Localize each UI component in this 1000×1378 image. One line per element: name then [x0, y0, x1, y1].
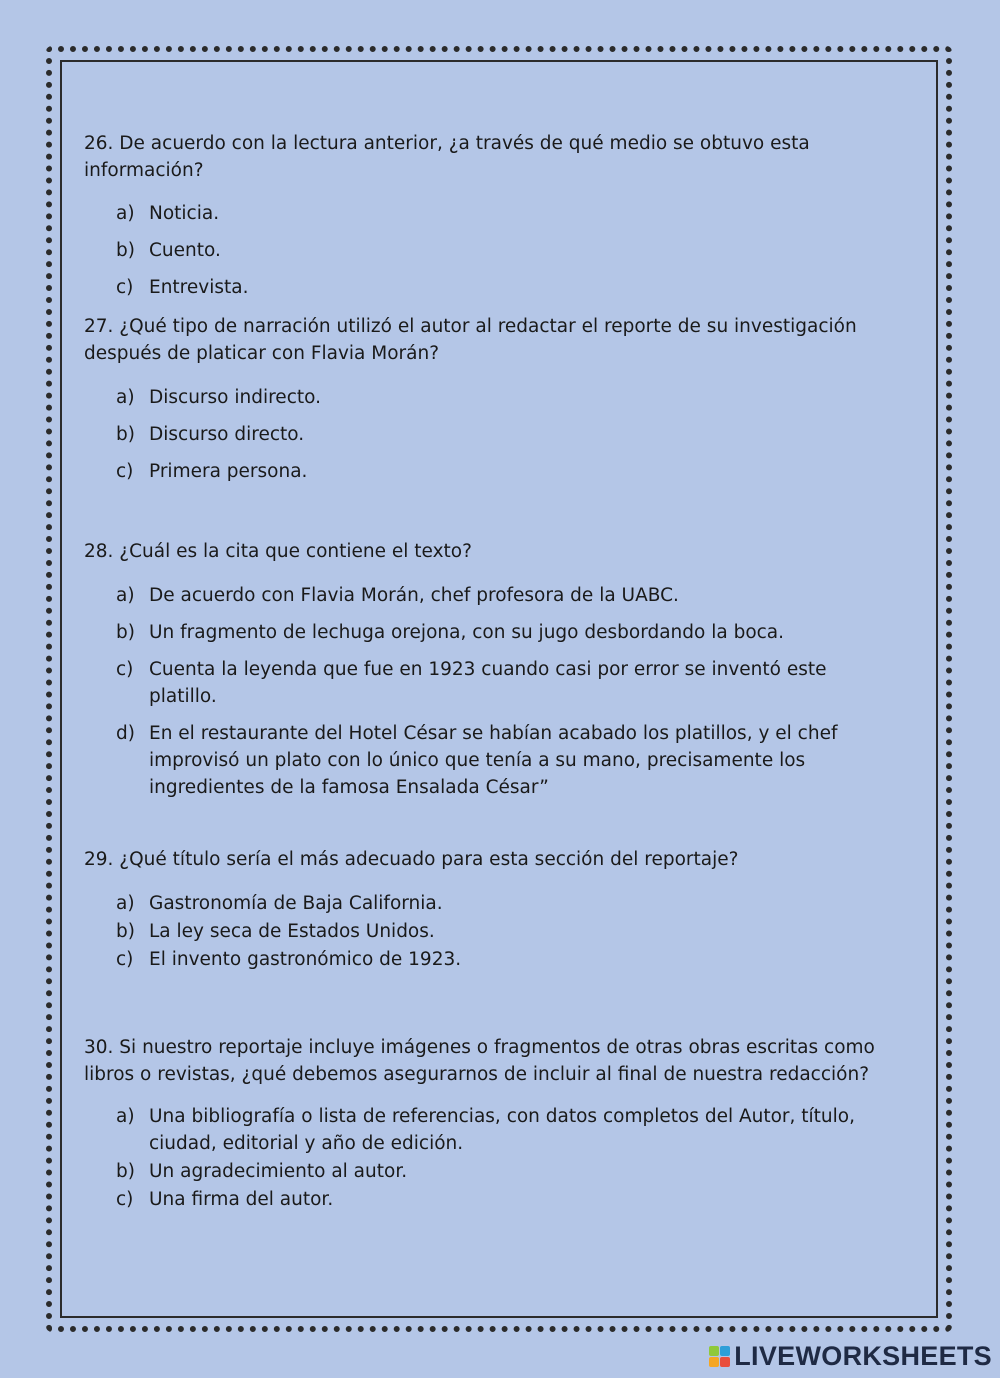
option-26-a[interactable]: a) Noticia.	[116, 203, 220, 224]
option-30-a[interactable]: a) Una bibliografía o lista de referencias, con datos completos del Autor, título, ciudad, editorial y año de edición.	[116, 1106, 855, 1154]
option-27-c[interactable]: c) Primera persona.	[116, 461, 308, 482]
logo-square-4	[720, 1357, 730, 1367]
question-27-options	[116, 384, 886, 495]
option-29-a[interactable]: a) Gastronomía de Baja California.	[116, 893, 443, 914]
question-30: 30. Si nuestro reportaje incluye imágenes o fragmentos de otras obras escritas como libros o revistas, ¿qué debemos asegurarnos de incluir al final de nuestra redacción?	[84, 1037, 875, 1085]
option-28-c[interactable]: c) Cuenta la leyenda que fue en 1923 cuando casi por error se inventó este platillo.	[116, 659, 827, 707]
option-28-d[interactable]: d) En el restaurante del Hotel César se habían acabado los platillos, y el chef improvisó un plato con lo único que tenía a su mano, precisamente los ingredientes de la famosa Ensalada César”	[116, 723, 838, 798]
question-26-options	[116, 200, 886, 311]
option-26-b[interactable]: b) Cuento.	[116, 240, 221, 261]
logo-square-3	[709, 1357, 719, 1367]
logo-square-2	[720, 1346, 730, 1356]
question-28: 28. ¿Cuál es la cita que contiene el texto?	[84, 541, 472, 562]
option-30-b[interactable]: b) Un agradecimiento al autor.	[116, 1161, 408, 1182]
option-28-a[interactable]: a) De acuerdo con Flavia Morán, chef profesora de la UABC.	[116, 585, 679, 606]
question-27: 27. ¿Qué tipo de narración utilizó el autor al redactar el reporte de su investigación después de platicar con Flavia Morán?	[84, 316, 857, 364]
option-27-a[interactable]: a) Discurso indirecto.	[116, 387, 321, 408]
option-29-b[interactable]: b) La ley seca de Estados Unidos.	[116, 921, 435, 942]
question-29-options	[116, 890, 886, 974]
question-26: 26. De acuerdo con la lectura anterior, ¿a través de qué medio se obtuvo esta información?	[84, 133, 810, 181]
liveworksheets-icon	[709, 1346, 730, 1367]
liveworksheets-logo	[709, 1341, 992, 1372]
option-28-b[interactable]: b) Un fragmento de lechuga orejona, con su jugo desbordando la boca.	[116, 622, 785, 643]
option-27-b[interactable]: b) Discurso directo.	[116, 424, 305, 445]
logo-square-1	[709, 1346, 719, 1356]
question-29: 29. ¿Qué título sería el más adecuado para esta sección del reportaje?	[84, 849, 739, 870]
option-26-c[interactable]: c) Entrevista.	[116, 277, 249, 298]
brand-name: LIVEWORKSHEETS	[734, 1341, 992, 1371]
option-29-c[interactable]: c) El invento gastronómico de 1923.	[116, 949, 462, 970]
question-28-options	[116, 582, 886, 811]
option-30-c[interactable]: c) Una firma del autor.	[116, 1189, 334, 1210]
question-30-options	[116, 1103, 886, 1214]
